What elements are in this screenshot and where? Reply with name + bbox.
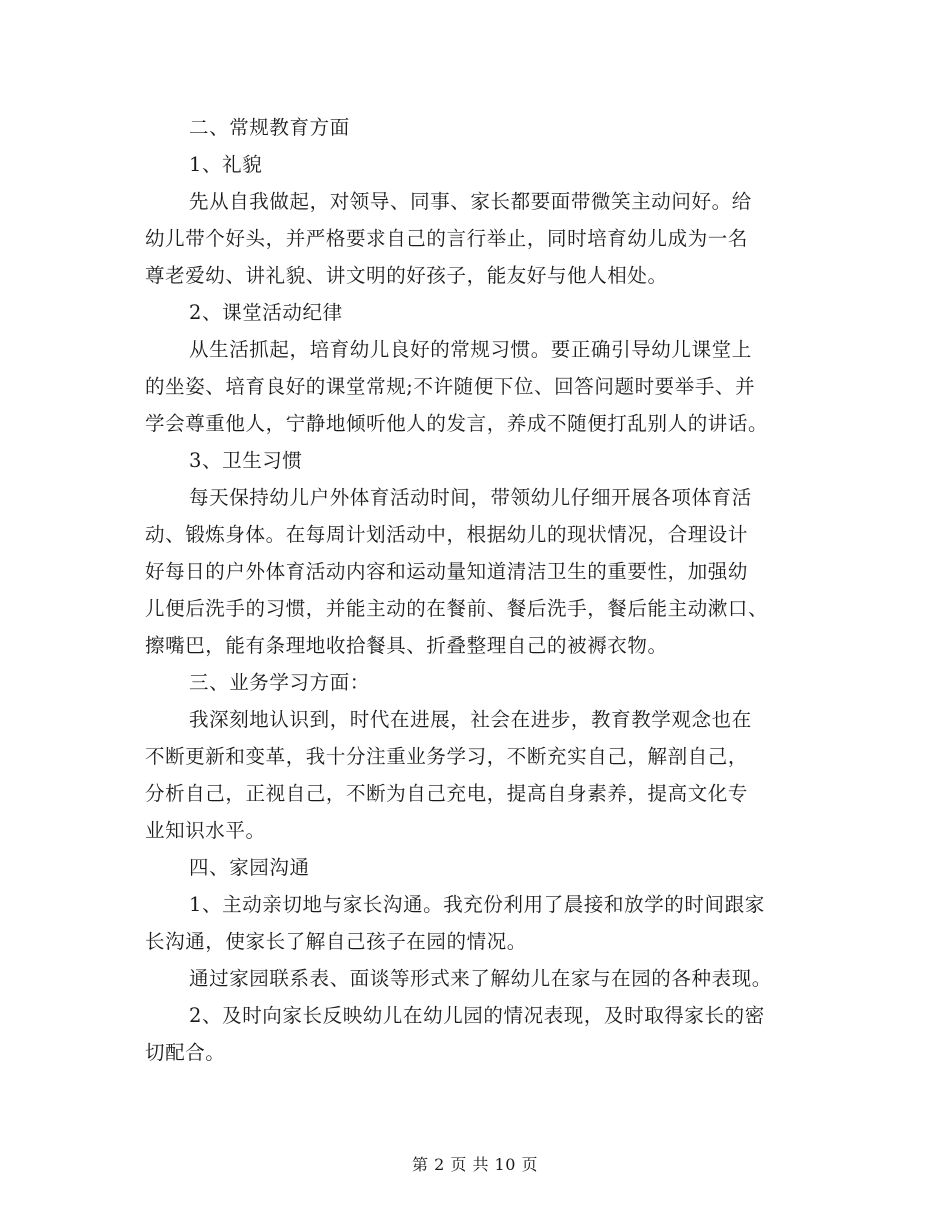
paragraph-line: 擦嘴巴，能有条理地收拾餐具、折叠整理自己的被褥衣物。 xyxy=(145,634,668,657)
subsection-heading: 1、礼貌 xyxy=(189,153,263,176)
paragraph-line: 长沟通，使家长了解自己孩子在园的情况。 xyxy=(145,930,527,953)
page-number-footer: 第 2 页 共 10 页 xyxy=(412,1155,538,1174)
section-heading: 二、常规教育方面 xyxy=(189,116,350,139)
paragraph-line: 我深刻地认识到，时代在进展，社会在进步，教育教学观念也在 xyxy=(189,708,752,731)
paragraph-line: 分析自己，正视自己，不断为自己充电，提高自身素养，提高文化专 xyxy=(145,782,749,805)
paragraph-line: 动、锻炼身体。在每周计划活动中，根据幼儿的现状情况，合理设计 xyxy=(145,523,749,546)
paragraph-line: 幼儿带个好头，并严格要求自己的言行举止，同时培育幼儿成为一名 xyxy=(145,227,749,250)
paragraph-line: 业知识水平。 xyxy=(145,819,266,842)
paragraph-line: 通过家园联系表、面谈等形式来了解幼儿在家与在园的各种表现。 xyxy=(189,967,772,990)
subsection-heading: 3、卫生习惯 xyxy=(189,449,303,472)
paragraph-line: 先从自我做起，对领导、同事、家长都要面带微笑主动问好。给 xyxy=(189,190,752,213)
paragraph-line: 每天保持幼儿户外体育活动时间，带领幼儿仔细开展各项体育活 xyxy=(189,486,752,509)
paragraph-line: 尊老爱幼、讲礼貌、讲文明的好孩子，能友好与他人相处。 xyxy=(145,264,668,287)
paragraph-line: 好每日的户外体育活动内容和运动量知道清洁卫生的重要性，加强幼 xyxy=(145,560,749,583)
paragraph-line: 1、主动亲切地与家长沟通。我充份利用了晨接和放学的时间跟家 xyxy=(189,893,765,916)
paragraph-line: 2、及时向家长反映幼儿在幼儿园的情况表现，及时取得家长的密 xyxy=(189,1004,765,1027)
paragraph-line: 不断更新和变革，我十分注重业务学习，不断充实自己，解剖自己， xyxy=(145,745,749,768)
section-heading: 四、家园沟通 xyxy=(189,856,310,879)
paragraph-line: 切配合。 xyxy=(145,1041,226,1064)
paragraph-line: 的坐姿、培育良好的课堂常规;不许随便下位、回答问题时要举手、并 xyxy=(145,375,756,398)
paragraph-line: 从生活抓起，培育幼儿良好的常规习惯。要正确引导幼儿课堂上 xyxy=(189,338,752,361)
section-heading: 三、业务学习方面： xyxy=(189,671,370,694)
subsection-heading: 2、课堂活动纪律 xyxy=(189,301,343,324)
paragraph-line: 学会尊重他人，宁静地倾听他人的发言，养成不随便打乱别人的讲话。 xyxy=(145,412,769,435)
paragraph-line: 儿便后洗手的习惯，并能主动的在餐前、餐后洗手，餐后能主动漱口、 xyxy=(145,597,769,620)
